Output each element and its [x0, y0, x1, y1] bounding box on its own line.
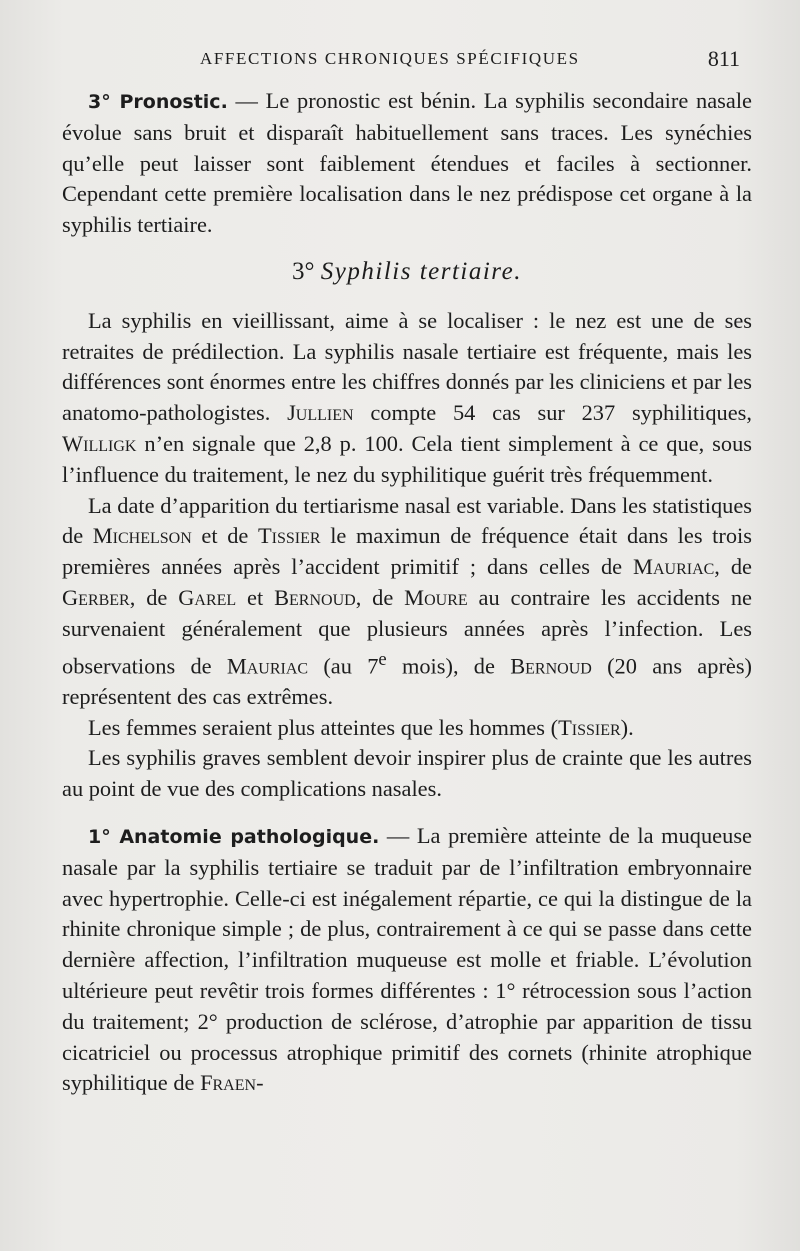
text-run: et de [191, 523, 258, 549]
paragraph-frequency [62, 306, 752, 491]
section-title [62, 257, 752, 288]
text-run: compte 54 cas sur 237 syphilitiques, [353, 400, 752, 426]
page-number: 811 [707, 46, 740, 71]
pronostic-heading: 3° Pronostic. [88, 91, 228, 113]
author-name: Mauriac [633, 554, 715, 580]
text-run: (au 7 [308, 653, 379, 679]
author-name: Jullien [287, 400, 354, 426]
paragraph-date [62, 491, 752, 713]
author-name: Bernoud [510, 653, 592, 679]
text-run: (20 ans après) représentent des cas extrêmes. [62, 653, 753, 709]
author-name: Michelson [92, 523, 192, 549]
text-run: , de [355, 584, 405, 610]
author-name: Bernoud [274, 584, 356, 610]
text-run: n’en signale que 2,8 p. 100. Cela tient simplement à ce que, sous l’influence du traitement, le nez du syphilitique guérit très fréquemment. [62, 430, 752, 487]
text-run: le maximun de fréquence était dans les trois premières années après l’accident primitif ; dans celles de [62, 523, 752, 580]
paragraph-gap [62, 805, 752, 821]
author-name: Moure [404, 584, 468, 610]
text-run: La syphilis en vieillissant, aime à se localiser : le nez est une de ses retraites de prédilection. La syphilis nasale tertiaire est fréquente, mais les différences sont énormes entre les chiffres donnés par les cliniciens et par les anatomo-pathologistes. [62, 307, 752, 426]
section-title-text: Syphilis tertiaire. [320, 257, 522, 285]
page-header [200, 44, 740, 76]
paragraph-severe: Les syphilis graves semblent devoir inspirer plus de crainte que les autres au point de vue des complications nasales. [62, 745, 752, 802]
text-run: mois), de [386, 653, 511, 679]
author-name: Gerber [62, 584, 130, 610]
text-run: La date d’apparition du tertiarisme nasal est variable. Dans les statistiques de [62, 492, 752, 549]
text-run: et [236, 584, 275, 610]
section-number: 3° [292, 257, 315, 285]
running-title: AFFECTIONS CHRONIQUES SPÉCIFIQUES [200, 49, 580, 68]
author-name: Mauriac [226, 653, 309, 679]
author-name: Tissier [558, 714, 621, 740]
paragraph-women [62, 713, 752, 744]
text-run: , de [129, 584, 179, 610]
pronostic-text: — Le pronostic est bénin. La syphilis secondaire nasale évolue sans bruit et disparaît habituellement sans traces. Les synéchies qu’elle peut laisser sont faiblement étendues et faciles à sectionner. Cependant cette première localisation dans le nez prédispose cet organe à la syphilis tertiaire. [62, 88, 752, 238]
pronostic-paragraph [62, 86, 752, 241]
page-body [62, 86, 752, 1099]
text-run: ). [620, 714, 634, 740]
anatomie-text: — La première atteinte de la muqueuse nasale par la syphilis tertiaire se traduit par de l’infiltration embryonnaire avec hypertrophie. Celle-ci est inégalement répartie, ce qui la distingue de la rhinite chronique simple ; de plus, contrairement à ce qui se passe dans cette dernière affection, l’infiltration muqueuse est molle et friable. L’évolution ultérieure peut revêtir trois formes différentes : 1° rétrocession sous l’action du traitement; 2° production de sclérose, d’atrophie par apparition de tissu cicatriciel ou processus atrophique primitif des cornets (rhinite atrophique syphilitique de [62, 823, 752, 1096]
text-run: , de [714, 554, 752, 580]
anatomie-heading: 1° Anatomie pathologique. [88, 826, 380, 848]
author-name: Garel [178, 584, 237, 610]
text-run: Les femmes seraient plus atteintes que les hommes ( [88, 714, 559, 740]
author-name: Tissier [257, 523, 321, 549]
author-name: Fraen- [200, 1070, 264, 1096]
author-name: Willigk [62, 430, 137, 456]
superscript: e [378, 648, 387, 670]
anatomie-paragraph [62, 821, 752, 1099]
text-run: au contraire les accidents ne survenaient généralement que plusieurs années après l’infection. Les observations de [62, 584, 752, 679]
